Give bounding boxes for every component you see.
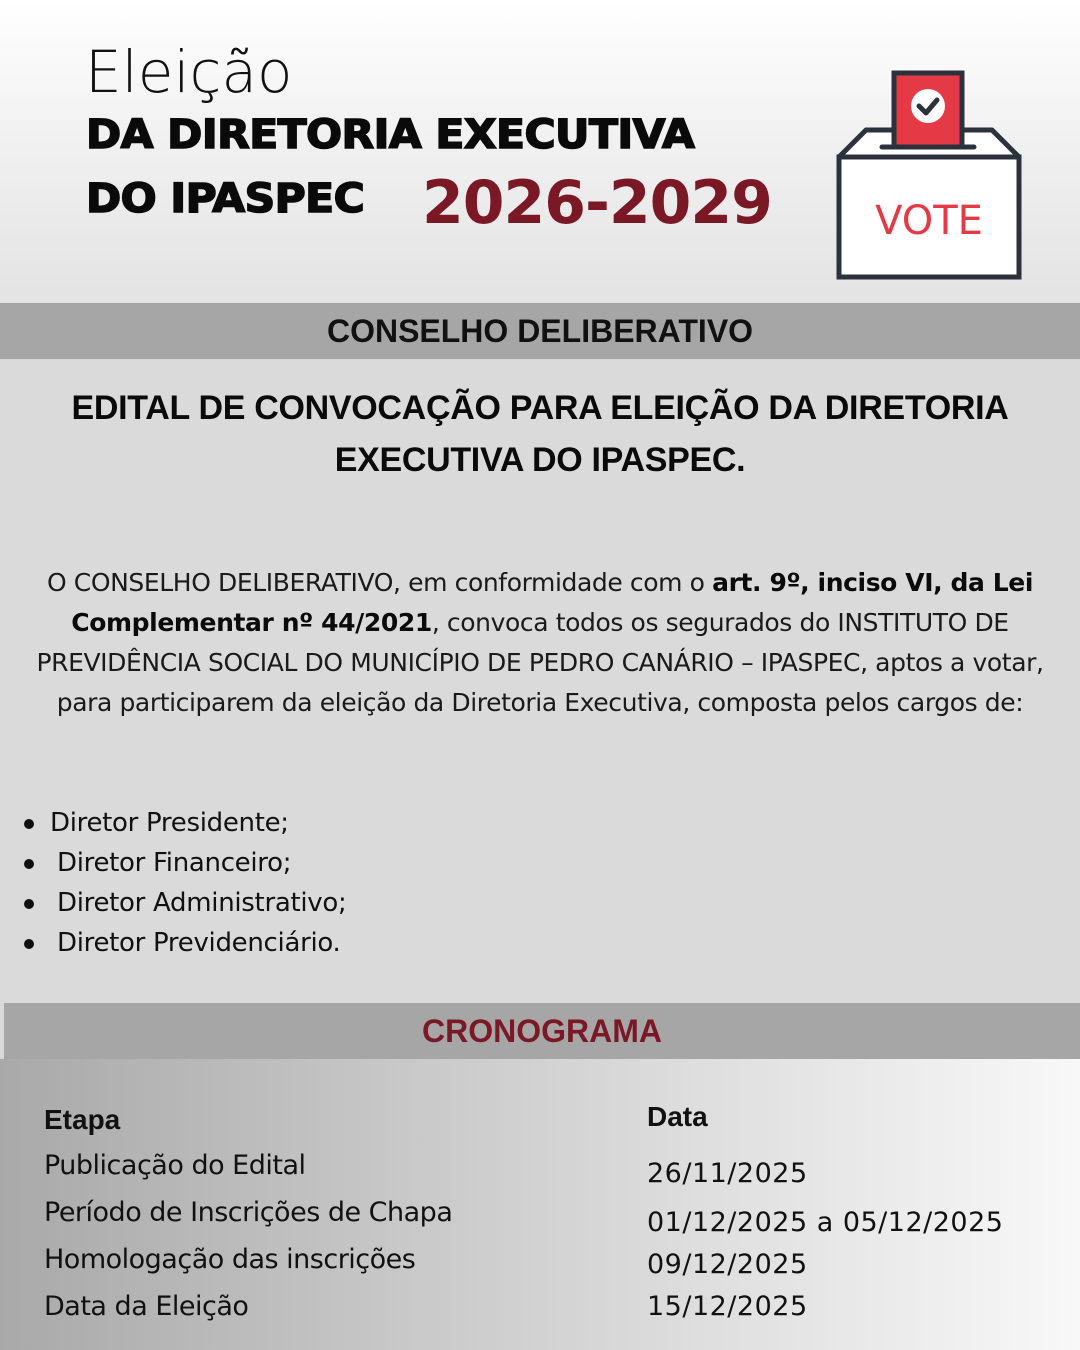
list-item <box>20 803 346 843</box>
hero-title-line2: DO IPASPEC <box>86 176 365 222</box>
list-item <box>20 843 346 883</box>
table-cell-etapa: Período de Inscrições de Chapa <box>44 1197 453 1228</box>
cargo-label: Diretor Previdenciário. <box>57 928 341 958</box>
column-header-data: Data <box>647 1101 708 1132</box>
hero-header <box>0 0 1080 303</box>
edital-title <box>20 382 1060 486</box>
list-item <box>20 883 346 923</box>
section-header-conselho: CONSELHO DELIBERATIVO <box>0 303 1080 359</box>
table-cell-data: 09/12/2025 <box>647 1249 808 1280</box>
table-cell-etapa: Publicação do Edital <box>44 1150 306 1181</box>
cargo-label: Diretor Administrativo; <box>57 888 347 918</box>
edital-body-part1: O CONSELHO DELIBERATIVO, em conformidade com o <box>46 568 713 597</box>
bullet-icon <box>24 859 34 869</box>
bullet-icon <box>24 899 34 909</box>
hero-title-eleicao: Eleição <box>85 38 293 106</box>
bullet-icon <box>24 819 34 829</box>
hero-years: 2026-2029 <box>422 168 772 238</box>
cargo-label: Diretor Presidente; <box>50 808 289 838</box>
edital-body-legal-reference: art. 9º, inciso VI, da Lei Complementar nº 44/2021 <box>71 568 1034 637</box>
table-cell-data: 01/12/2025 a 05/12/2025 <box>647 1207 1004 1238</box>
table-cell-data: 26/11/2025 <box>647 1158 808 1189</box>
edital-title-line2: EXECUTIVA DO IPASPEC. <box>334 441 746 479</box>
section-header-cronograma: CRONOGRAMA <box>4 1003 1080 1059</box>
edital-title-line1: EDITAL DE CONVOCAÇÃO PARA ELEIÇÃO DA DIRETORIA <box>71 389 1009 427</box>
table-cell-etapa: Homologação das inscrições <box>44 1244 416 1275</box>
bullet-icon <box>24 939 34 949</box>
edital-body-part2: , convoca todos os segurados do INSTITUTO DE PREVIDÊNCIA SOCIAL DO MUNICÍPIO DE PEDRO CANÁRIO – IPASPEC, aptos a votar, para participarem da eleição da Diretoria Executiva, composta pelos cargos de: <box>36 608 1044 717</box>
table-cell-data: 15/12/2025 <box>647 1291 808 1322</box>
list-item <box>20 923 346 963</box>
edital-body <box>6 563 1074 723</box>
cargos-list <box>20 803 346 963</box>
vote-label: VOTE <box>875 198 983 244</box>
hero-title-line1: DA DIRETORIA EXECUTIVA <box>86 112 695 158</box>
column-header-etapa: Etapa <box>44 1104 121 1135</box>
table-cell-etapa: Data da Eleição <box>44 1291 249 1322</box>
ballot-box-icon <box>836 70 1022 282</box>
cargo-label: Diretor Financeiro; <box>57 848 292 878</box>
